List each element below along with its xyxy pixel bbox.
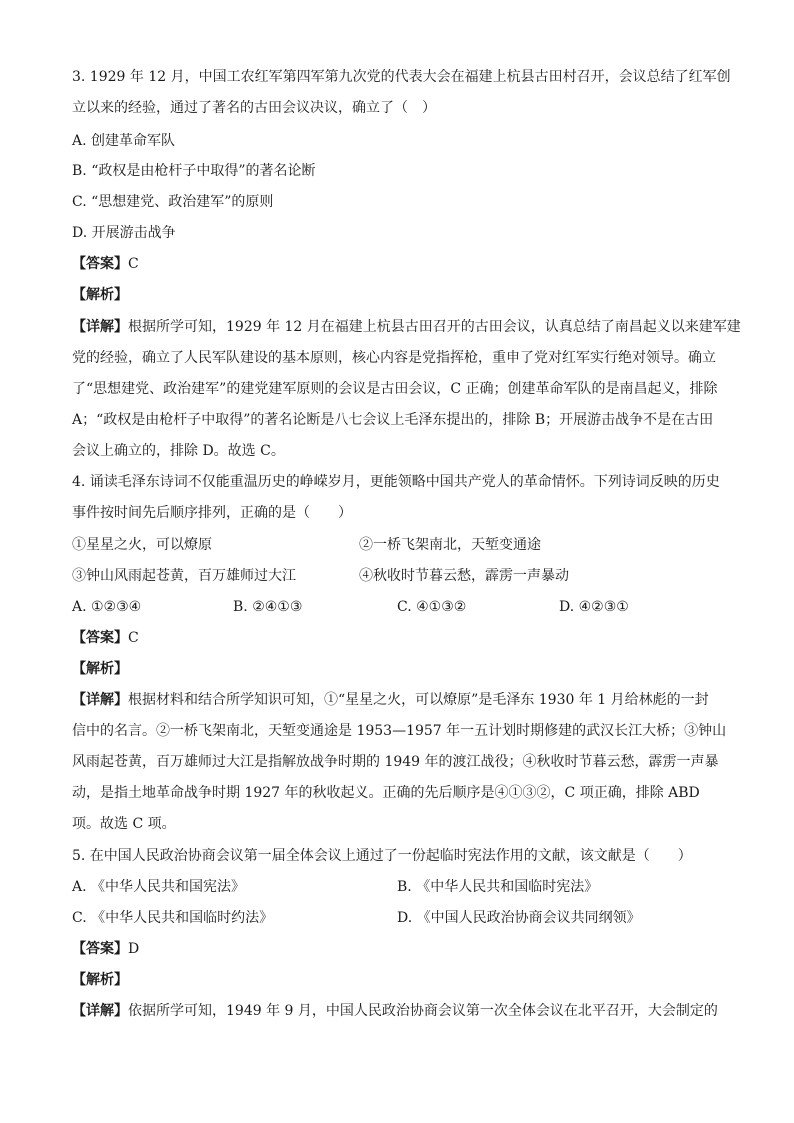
q4-poem-2: ②一桥飞架南北，天堑变通途 xyxy=(359,537,541,553)
q3-answer xyxy=(72,255,139,273)
q4-answer xyxy=(72,629,139,647)
q4-detail-line-2: 信中的名言。②一桥飞架南北，天堑变通途是 1953—1957 年一五计划时期修建的武汉长江大桥；③钟山 xyxy=(72,723,727,739)
answer-value: D xyxy=(128,941,140,957)
q4-option-c: C. ④①③② xyxy=(397,599,467,615)
q3-stem-line-2: 立以来的经验，通过了著名的古田会议决议，确立了（ ） xyxy=(72,100,436,116)
q5-option-c: C. 《中华人民共和国临时约法》 xyxy=(72,910,274,926)
answer-tag: 【答案】 xyxy=(72,630,128,646)
q4-option-a: A. ①②③④ xyxy=(72,599,142,615)
q4-stem-line-1: 4. 诵读毛泽东诗词不仅能重温历史的峥嵘岁月，更能领略中国共产党人的革命情怀。下列诗词反映的历史 xyxy=(72,474,720,490)
q5-answer xyxy=(72,940,139,958)
q3-detail-line-3: 了“思想建党、政治建军”的建党建军原则的会议是古田会议，C 正确；创建革命军队的是南昌起义，排除 xyxy=(72,381,718,397)
detail-text: 根据材料和结合所学知识可知，①“星星之火，可以燎原”是毛泽东 1930 年 1 月给林彪的一封 xyxy=(128,692,709,708)
q4-poem-4: ④秋收时节暮云愁，霹雳一声暴动 xyxy=(359,568,569,584)
q5-detail-line-1 xyxy=(72,1002,718,1020)
q5-option-b: B. 《中华人民共和国临时宪法》 xyxy=(397,879,599,895)
detail-text: 依据所学可知，1949 年 9 月，中国人民政治协商会议第一次全体会议在北平召开，大会制定的 xyxy=(128,1003,718,1019)
q3-analysis-tag: 【解析】 xyxy=(72,287,128,303)
q3-option-d: D. 开展游击战争 xyxy=(72,225,176,241)
answer-value: C xyxy=(128,256,139,272)
q4-detail-line-5: 项。故选 C 项。 xyxy=(72,816,176,832)
q4-detail-line-3: 风雨起苍黄，百万雄师过大江是指解放战争时期的 1949 年的渡江战役；④秋收时节暮云愁，霹雳一声暴 xyxy=(72,754,719,770)
answer-tag: 【答案】 xyxy=(72,941,128,957)
q3-detail-line-4: A；“政权是由枪杆子中取得”的著名论断是八七会议上毛泽东提出的，排除 B；开展游击战争不是在古田 xyxy=(72,412,714,428)
answer-tag: 【答案】 xyxy=(72,256,128,272)
q4-option-d: D. ④②③① xyxy=(559,599,629,615)
q4-detail-line-4: 动，是指土地革命战争时期 1927 年的秋收起义。正确的先后顺序是④①③②，C 项正确，排除 ABD xyxy=(72,785,700,801)
detail-tag: 【详解】 xyxy=(72,692,128,708)
detail-text: 根据所学可知，1929 年 12 月在福建上杭县古田召开的古田会议，认真总结了南昌起义以来建军建 xyxy=(128,319,741,335)
q4-poem-3: ③钟山风雨起苍黄，百万雄师过大江 xyxy=(72,568,296,584)
q3-detail-line-1 xyxy=(72,318,741,336)
q5-stem-line-1: 5. 在中国人民政治协商会议第一届全体会议上通过了一份起临时宪法作用的文献，该文献是（ ） xyxy=(72,848,692,864)
detail-tag: 【详解】 xyxy=(72,319,128,335)
q3-detail-line-2: 党的经验，确立了人民军队建设的基本原则，核心内容是党指挥枪，重申了党对红军实行绝对领导。确立 xyxy=(72,350,716,366)
q5-option-a: A. 《中华人民共和国宪法》 xyxy=(72,879,246,895)
q3-option-b: B. “政权是由枪杆子中取得”的著名论断 xyxy=(72,163,316,179)
detail-tag: 【详解】 xyxy=(72,1003,128,1019)
q5-option-d: D. 《中国人民政治协商会议共同纲领》 xyxy=(397,910,641,926)
answer-value: C xyxy=(128,630,139,646)
q4-stem-line-2: 事件按时间先后顺序排列，正确的是（ ） xyxy=(72,505,352,521)
q4-analysis-tag: 【解析】 xyxy=(72,661,128,677)
q3-option-a: A. 创建革命军队 xyxy=(72,133,176,149)
q5-analysis-tag: 【解析】 xyxy=(72,972,128,988)
q3-option-c: C. “思想建党、政治建军”的原则 xyxy=(72,194,274,210)
q4-option-b: B. ②④①③ xyxy=(233,599,303,615)
q4-poem-1: ①星星之火，可以燎原 xyxy=(72,537,212,553)
q3-stem-line-1: 3. 1929 年 12 月，中国工农红军第四军第九次党的代表大会在福建上杭县古田村召开，会议总结了红军创 xyxy=(72,69,731,85)
q4-detail-line-1 xyxy=(72,691,709,709)
q3-detail-line-5: 会议上确立的，排除 D。故选 C。 xyxy=(72,443,285,459)
